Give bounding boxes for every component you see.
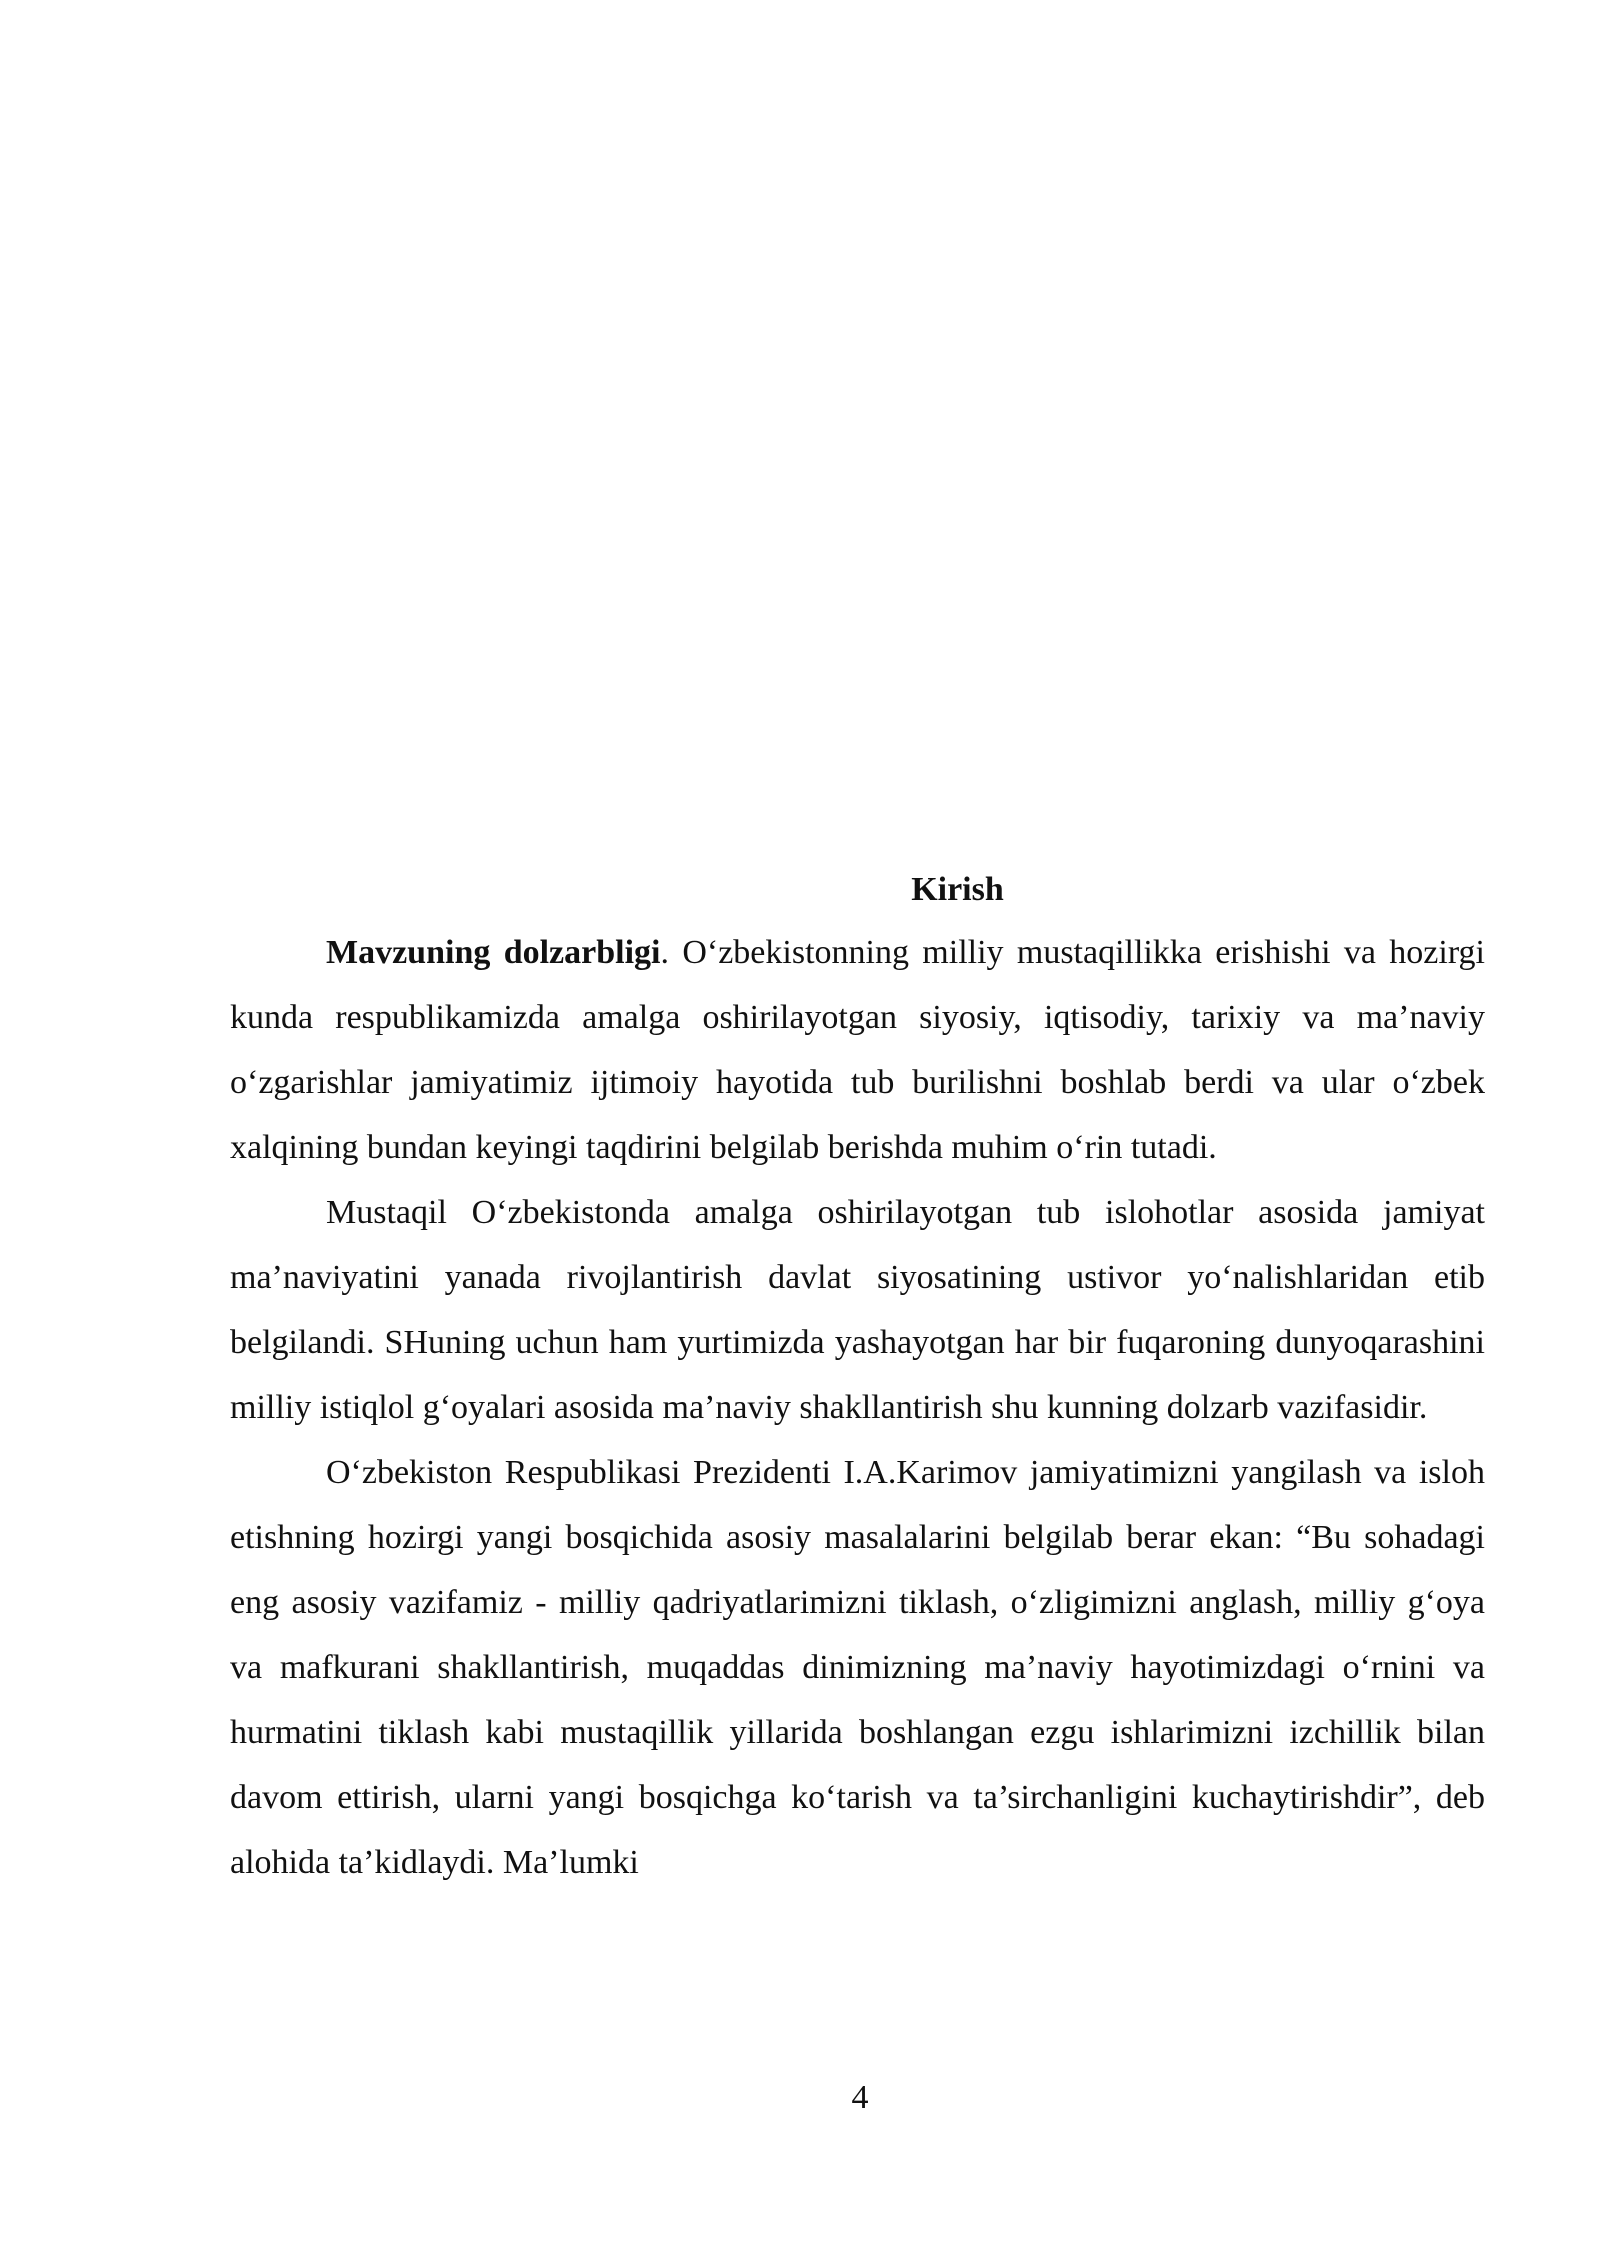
page-number: 4 (851, 2079, 869, 2116)
paragraph-2: Mustaqil O‘zbekistonda amalga oshirilayotgan tub islohotlar asosida jamiyat ma’naviyatini yanada rivojlantirish davlat siyosatining ustivor yo‘nalishlaridan etib belgilandi. SHuning uchun ham yurtimizda yashayotgan har bir fuqaroning dunyoqarashini milliy istiqlol g‘oyalari asosida ma’naviy shakllantirish shu kunning dolzarb vazifasidir. (230, 1194, 1485, 1426)
paragraph-3: O‘zbekiston Respublikasi Prezidenti I.A.Karimov jamiyatimizni yangilash va isloh etishning hozirgi yangi bosqichida asosiy masalalarini belgilab berar ekan: “Bu sohadagi eng asosiy vazifamiz - milliy qadriyatlarimizni tiklash, o‘zligimizni anglash, milliy g‘oya va mafkurani shakllantirish, muqaddas dinimizning ma’naviy hayotimizdagi o‘rnini va hurmatini tiklash kabi mustaqillik yillarida boshlangan ezgu ishlarimizni izchillik bilan davom ettirish, ularni yangi bosqichga ko‘tarish va ta’sirchanligini kuchaytirishdir”, deb alohida ta’kidlaydi. Ma’lumki (230, 1454, 1485, 1881)
paragraph-1-lead: Mavzuning dolzarbligi (326, 934, 661, 971)
paragraph-1 (230, 920, 1485, 1180)
paragraph-1-text: . O‘zbekistonning milliy mustaqillikka erishishi va hozirgi kunda respublikamizda amalga oshirilayotgan siyosiy, iqtisodiy, tarixiy va ma’naviy o‘zgarishlar jamiyatimiz ijtimoiy hayotida tub burilishni boshlab berdi va ular o‘zbek xalqining bundan keyingi taqdirini belgilab berishda muhim o‘rin tutadi. (230, 934, 1485, 1166)
section-heading: Kirish (911, 871, 1004, 908)
document-body (230, 862, 1485, 1895)
